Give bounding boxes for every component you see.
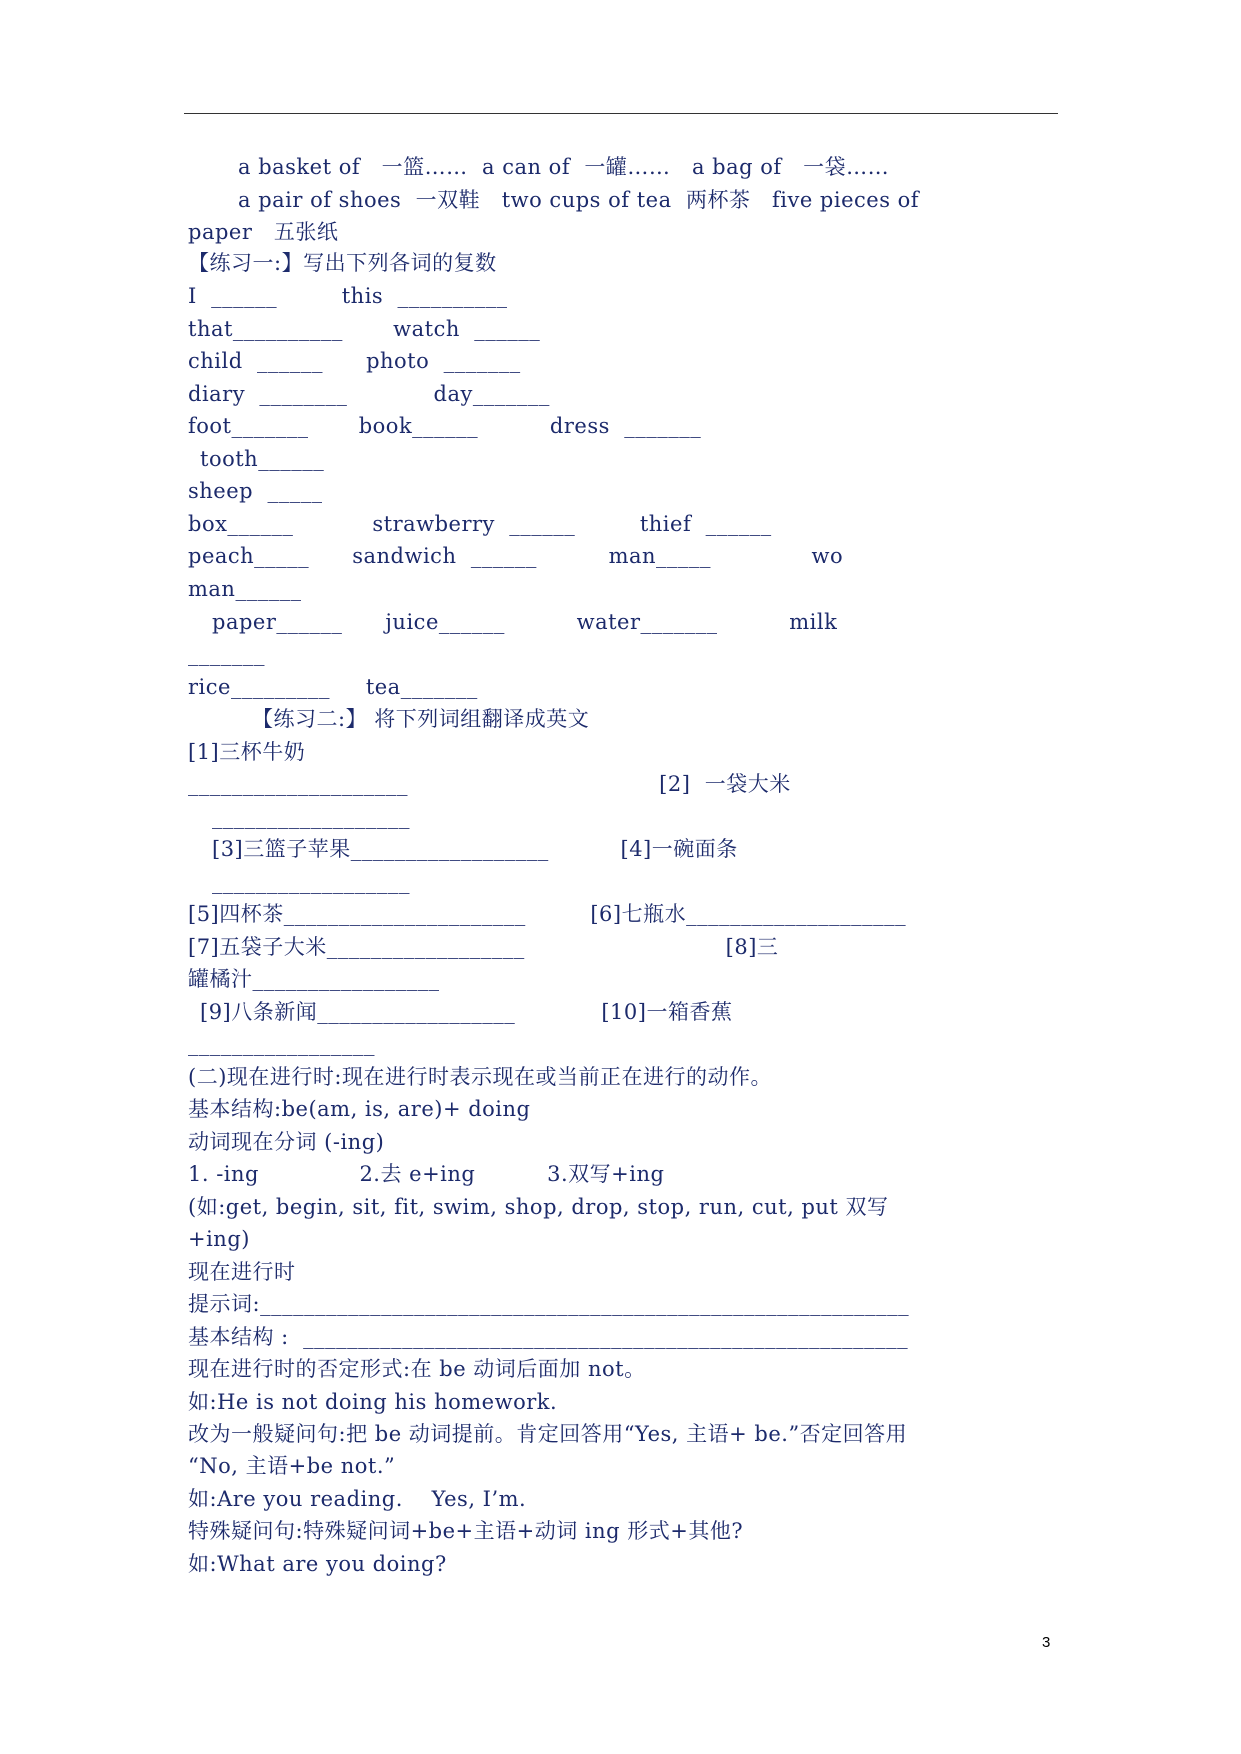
text-line: 【练习二:】 将下列词组翻译成英文 <box>252 707 590 731</box>
text-line: +ing) <box>188 1227 250 1251</box>
header-rule <box>184 113 1058 114</box>
text-line: __________________ <box>212 870 410 894</box>
text-line: 如:What are you doing? <box>188 1552 447 1576</box>
text-line: 如:He is not doing his homework. <box>188 1390 558 1414</box>
text-line: box______ strawberry ______ thief ______ <box>188 512 772 536</box>
text-line: [5]四杯茶______________________ [6]七瓶水____________________ <box>188 902 907 926</box>
text-line: a basket of 一篮…… a can of 一罐…… a bag of 一袋…… <box>238 155 890 179</box>
text-line: 特殊疑问句:特殊疑问词+be+主语+动词 ing 形式+其他? <box>188 1519 744 1543</box>
text-line: (如:get, begin, sit, fit, swim, shop, drop, stop, run, cut, put 双写 <box>188 1195 889 1219</box>
text-line: 改为一般疑问句:把 be 动词提前。肯定回答用“Yes, 主语+ be.”否定回答用 <box>188 1422 908 1446</box>
text-line: (二)现在进行时:现在进行时表示现在或当前正在进行的动作。 <box>188 1065 772 1089</box>
text-line: rice_________ tea_______ <box>188 675 478 699</box>
text-line: tooth______ <box>200 447 325 471</box>
text-line: diary ________ day_______ <box>188 382 550 406</box>
text-line: [3]三篮子苹果__________________ [4]一碗面条 <box>212 837 738 861</box>
text-line: “No, 主语+be not.” <box>188 1454 396 1478</box>
text-line: 如:Are you reading. Yes, I’m. <box>188 1487 527 1511</box>
text-line: [1]三杯牛奶 <box>188 740 306 764</box>
text-line: 现在进行时 <box>188 1260 296 1284</box>
text-line: __________________ <box>212 805 410 829</box>
text-line: 1. -ing 2.去 e+ing 3.双写+ing <box>188 1162 665 1186</box>
text-line: paper 五张纸 <box>188 220 339 244</box>
text-line: _______ <box>188 642 265 666</box>
text-line: sheep _____ <box>188 479 323 503</box>
text-line: [9]八条新闻__________________ [10]一箱香蕉 <box>200 1000 733 1024</box>
text-line: foot_______ book______ dress _______ <box>188 414 702 438</box>
text-line: ____________________ [2] 一袋大米 <box>188 772 791 796</box>
text-line: child ______ photo _______ <box>188 349 521 373</box>
text-line: 基本结构 : _______________________________________________________ <box>188 1325 909 1349</box>
text-line: 提示词:___________________________________________________________ <box>188 1292 910 1316</box>
text-line: man______ <box>188 577 302 601</box>
text-line: 基本结构:be(am, is, are)+ doing <box>188 1097 531 1121</box>
page-number: 3 <box>1042 1634 1051 1651</box>
text-line: I ______ this __________ <box>188 284 508 308</box>
text-line: peach_____ sandwich ______ man_____ wo <box>188 544 844 568</box>
text-line: paper______ juice______ water_______ milk <box>212 610 838 634</box>
text-line: 罐橘汁_________________ <box>188 967 440 991</box>
text-line: that__________ watch ______ <box>188 317 541 341</box>
text-line: [7]五袋子大米__________________ [8]三 <box>188 935 779 959</box>
text-line: 【练习一:】写出下列各词的复数 <box>188 251 497 275</box>
text-line: a pair of shoes 一双鞋 two cups of tea 两杯茶 five pieces of <box>238 188 920 212</box>
text-line: 动词现在分词 (-ing) <box>188 1130 385 1154</box>
text-line: _________________ <box>188 1032 375 1056</box>
text-line: 现在进行时的否定形式:在 be 动词后面加 not。 <box>188 1357 646 1381</box>
